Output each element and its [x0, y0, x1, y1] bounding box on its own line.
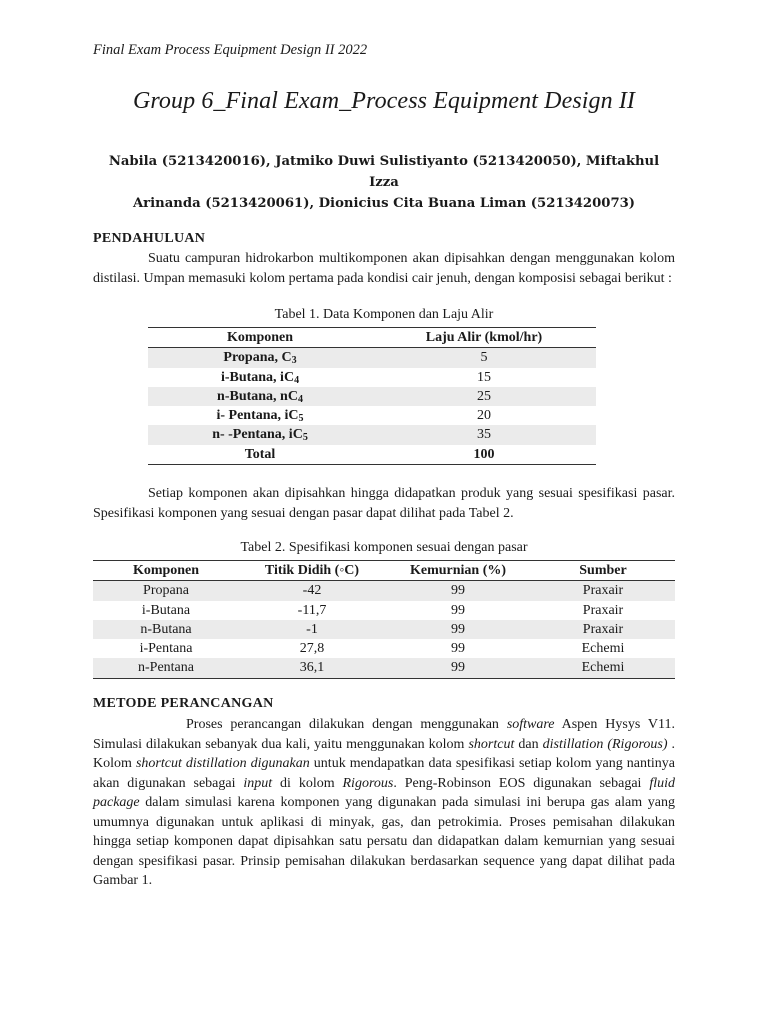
- text-run: di kolom: [272, 775, 343, 791]
- boiling-point-cell: -11,7: [297, 602, 327, 618]
- text-run: dalam simulasi karena komponen yang digunakan pada simulasi ini berupa gas alam yang umumnya digunakan untuk aplikasi di minyak, gas, dan petrokimia. Proses pemisahan dilakukan hingga setiap komponen dapat dipisahkan satu persatu dan didapatkan dalam kemurnian yang sesuai dengan spesifikasi pasar. Prinsip pemisahan dilakukan berdasarkan sequence yang dapat dilihat pada Gambar 1.: [93, 795, 675, 888]
- authors-line-1: Nabila (5213420016), Jatmiko Duwi Sulistiyanto (5213420050), Miftakhul Izza: [108, 154, 660, 190]
- component-subscript: 4: [297, 393, 303, 405]
- table2-header-sumber: Sumber: [531, 561, 675, 581]
- table1-header-laju-alir: Laju Alir (kmol/hr): [372, 328, 596, 348]
- source-cell: Praxair: [582, 602, 624, 618]
- component-cell: n-Butana: [140, 621, 192, 637]
- italic-term: software: [506, 717, 555, 732]
- table2-header-komponen: Komponen: [93, 561, 239, 581]
- italic-term: input: [243, 775, 273, 791]
- component-name: i-Butana, iC: [220, 369, 295, 385]
- table-row: [148, 406, 596, 425]
- table-row: [93, 639, 675, 658]
- boiling-point-cell: -42: [302, 583, 322, 599]
- table1-caption: Tabel 1. Data Komponen dan Laju Alir: [274, 307, 494, 322]
- spec-intro-paragraph: Setiap komponen akan dipisahkan hingga didapatkan produk yang sesuai spesifikasi pasar. Spesifikasi komponen yang sesuai dengan pasar dapat dilihat pada Tabel 2.: [93, 486, 675, 521]
- component-name: i- Pentana, iC: [216, 408, 299, 424]
- table-row: [93, 601, 675, 620]
- text-run: Aspen Hysys V11. Simulasi dilakukan sebanyak dua kali, yaitu menggunakan kolom: [93, 717, 675, 752]
- flow-rate-cell: 20: [477, 408, 491, 424]
- italic-term: Rigorous: [342, 775, 394, 791]
- italic-term: fluid package: [93, 775, 676, 810]
- table2-caption: Tabel 2. Spesifikasi komponen sesuai dengan pasar: [240, 540, 528, 555]
- component-subscript: 3: [291, 355, 297, 367]
- table-row: [93, 658, 675, 678]
- source-cell: Echemi: [531, 658, 675, 678]
- author-list: [93, 151, 675, 214]
- source-cell: Echemi: [581, 641, 625, 657]
- boiling-point-cell: 36,1: [239, 658, 385, 678]
- italic-term: shortcut: [468, 736, 515, 752]
- component-name: Total: [244, 446, 276, 462]
- component-name: n-Butana, nC: [217, 388, 298, 404]
- boiling-point-cell: -1: [306, 621, 318, 637]
- flow-rate-cell: 5: [480, 350, 488, 366]
- purity-cell: 99: [385, 658, 531, 678]
- component-cell: i-Pentana: [139, 641, 193, 657]
- boiling-point-cell: 27,8: [299, 641, 325, 657]
- component-name-cell: [148, 387, 372, 406]
- text-run: dan: [514, 736, 543, 752]
- component-name-cell: [148, 425, 372, 444]
- component-name-cell: [148, 368, 372, 387]
- component-subscript: 5: [302, 432, 308, 444]
- section-heading-metode: METODE PERANCANGAN: [93, 696, 274, 711]
- component-subscript: 5: [298, 413, 304, 425]
- table-row: [148, 348, 596, 368]
- text-run: Proses perancangan dilakukan dengan menggunakan: [186, 717, 507, 732]
- flow-rate-cell: 15: [477, 369, 491, 385]
- table2-header-kemurnian: Kemurnian (%): [385, 561, 531, 581]
- table-row: [148, 368, 596, 387]
- flow-rate-cell: 35: [477, 427, 491, 443]
- flow-rate-cell: 25: [477, 388, 491, 404]
- component-subscript: 4: [294, 374, 300, 386]
- component-name: n- -Pentana, iC: [212, 427, 303, 443]
- document-title: Group 6_Final Exam_Process Equipment Design II: [132, 88, 636, 114]
- purity-cell: 99: [451, 583, 465, 599]
- table-row: [148, 425, 596, 444]
- italic-term: distillation (Rigorous): [542, 736, 668, 752]
- text-run: untuk mendapatkan data spesifikasi setiap kolom yang nantinya akan digunakan sebagai: [93, 756, 676, 791]
- component-cell: Propana: [143, 583, 189, 599]
- section-heading-pendahuluan: PENDAHULUAN: [93, 231, 206, 246]
- table1-body: [148, 348, 596, 465]
- component-name-cell: [148, 406, 372, 425]
- text-run: . Peng-Robinson EOS digunakan sebagai: [393, 775, 650, 791]
- table-row: [148, 445, 596, 465]
- component-name-cell: [148, 445, 372, 465]
- intro-paragraph: Suatu campuran hidrokarbon multikomponen akan dipisahkan dengan menggunakan kolom distilasi. Umpan memasuki kolom pertama pada kondisi cair jenuh, dengan komposisi sebagai berikut :: [93, 251, 675, 286]
- purity-cell: 99: [451, 602, 465, 618]
- component-name: Propana, C: [223, 350, 292, 366]
- purity-cell: 99: [451, 621, 465, 637]
- table-row: [93, 581, 675, 601]
- table1-header-komponen: Komponen: [148, 328, 372, 348]
- component-cell: n-Pentana: [93, 658, 239, 678]
- source-cell: Praxair: [582, 583, 624, 599]
- component-flow-table: [148, 327, 596, 465]
- purity-cell: 99: [451, 641, 465, 657]
- table-row: [93, 620, 675, 639]
- flow-rate-cell: 100: [372, 445, 596, 465]
- component-spec-table: [93, 560, 675, 679]
- component-name-cell: [148, 348, 372, 368]
- text-run: . Kolom: [93, 736, 676, 771]
- table2-header-titik-didih: Titik Didih (◦C): [239, 561, 385, 581]
- table2-body: [93, 581, 675, 678]
- table-row: [148, 387, 596, 406]
- source-cell: Praxair: [582, 621, 624, 637]
- authors-line-2: Arinanda (5213420061), Dionicius Cita Buana Liman (5213420073): [132, 196, 636, 211]
- running-header: Final Exam Process Equipment Design II 2022: [93, 42, 368, 58]
- method-paragraph: [93, 715, 675, 891]
- component-cell: i-Butana: [141, 602, 191, 618]
- italic-term: shortcut distillation digunakan: [135, 756, 310, 771]
